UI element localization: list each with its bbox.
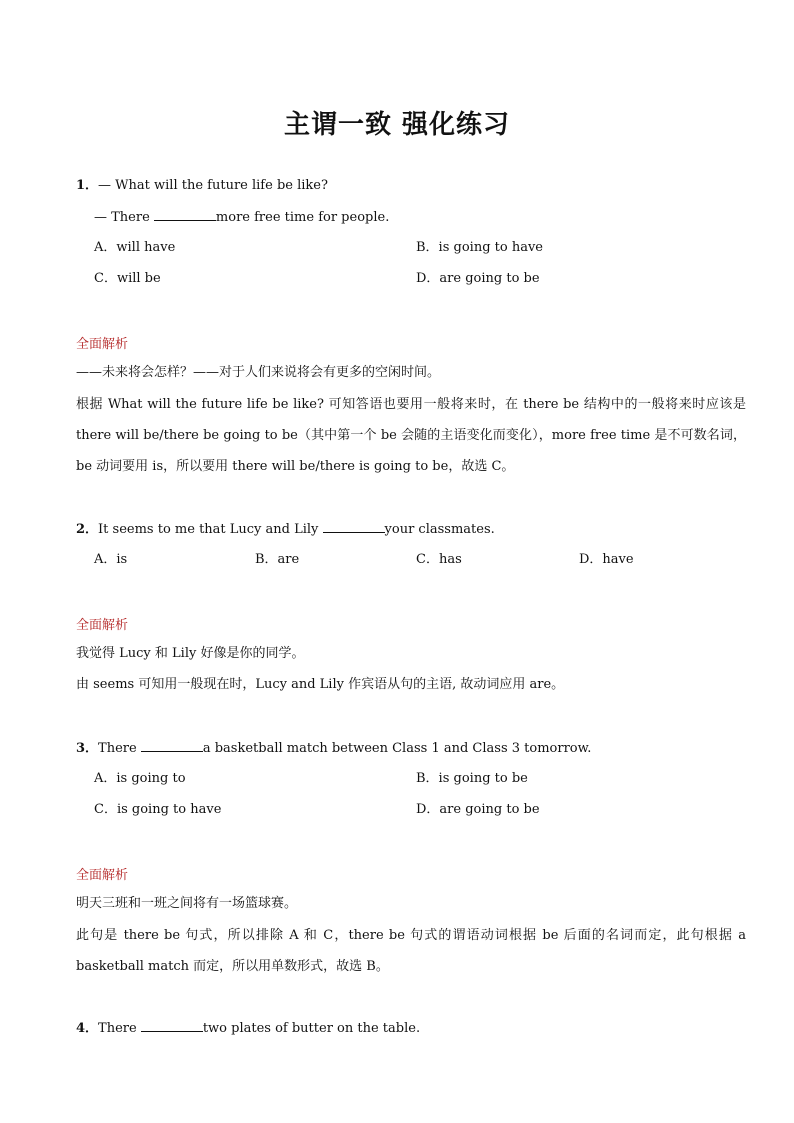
analysis-text: 此句是 there be 句式，所以排除 A 和 C，there be 句式的谓语动词根据 be 后面的名词而定，此句根据 a basketball match 而定，所以用单数形式，故选 B。 (76, 928, 746, 974)
option-b: B．is going to be (416, 771, 528, 786)
answer-blank (141, 1019, 203, 1032)
option-d: D．have (579, 552, 634, 567)
answer-blank (323, 520, 385, 533)
answer-blank (154, 208, 216, 221)
question-number: 1． (76, 178, 99, 193)
question-number: 4． (76, 1021, 99, 1036)
question-1-line-1 (76, 177, 328, 195)
option-b: B．is going to have (416, 240, 543, 255)
option-c: C．has (416, 552, 462, 567)
question-2-line (76, 520, 495, 539)
analysis-text: 根据 What will the future life be like? 可知答语也要用一般将来时，在 there be 结构中的一般将来时应该是 there will be/there be going to be（其中第一个 be 会随的主语变化而变化），more free time 是不可数名词，be 动词要用 is，所以要用 there will be/there is going to be，故选 C。 (76, 397, 746, 474)
question-4-line (76, 1019, 420, 1038)
analysis-heading: 全面解析 (76, 337, 129, 352)
question-text: — There (94, 210, 154, 225)
question-text: two plates of butter on the table. (202, 1021, 421, 1036)
option-c: C．is going to have (94, 802, 222, 817)
question-text: a basketball match between Class 1 and Class 3 tomorrow. (202, 741, 592, 756)
answer-blank (141, 739, 203, 752)
option-a: A．will have (94, 240, 176, 255)
question-text: It seems to me that Lucy and Lily (98, 522, 323, 537)
analysis-heading: 全面解析 (76, 618, 129, 633)
question-text: your classmates. (384, 522, 495, 537)
translation-text: 我觉得 Lucy 和 Lily 好像是你的同学。 (76, 646, 305, 661)
option-c: C．will be (94, 271, 161, 286)
option-a: A．is (94, 552, 128, 567)
question-number: 3． (76, 741, 99, 756)
question-3-line (76, 739, 591, 758)
question-text: more free time for people. (215, 210, 390, 225)
question-text: There (98, 741, 141, 756)
option-d: D．are going to be (416, 271, 540, 286)
question-number: 2． (76, 522, 99, 537)
question-text: There (98, 1021, 141, 1036)
analysis-heading: 全面解析 (76, 868, 129, 883)
page-title: 主谓一致 强化练习 (283, 110, 511, 140)
translation-text: 明天三班和一班之间将有一场篮球赛。 (76, 896, 298, 911)
question-text: — What will the future life be like? (98, 178, 328, 193)
option-a: A．is going to (94, 771, 186, 786)
analysis-text: 由 seems 可知用一般现在时，Lucy and Lily 作宾语从句的主语, 故动词应用 are。 (76, 677, 565, 692)
option-d: D．are going to be (416, 802, 540, 817)
translation-text: ——未来将会怎样？——对于人们来说将会有更多的空闲时间。 (76, 365, 441, 380)
option-b: B．are (255, 552, 300, 567)
question-1-line-2 (94, 208, 389, 227)
